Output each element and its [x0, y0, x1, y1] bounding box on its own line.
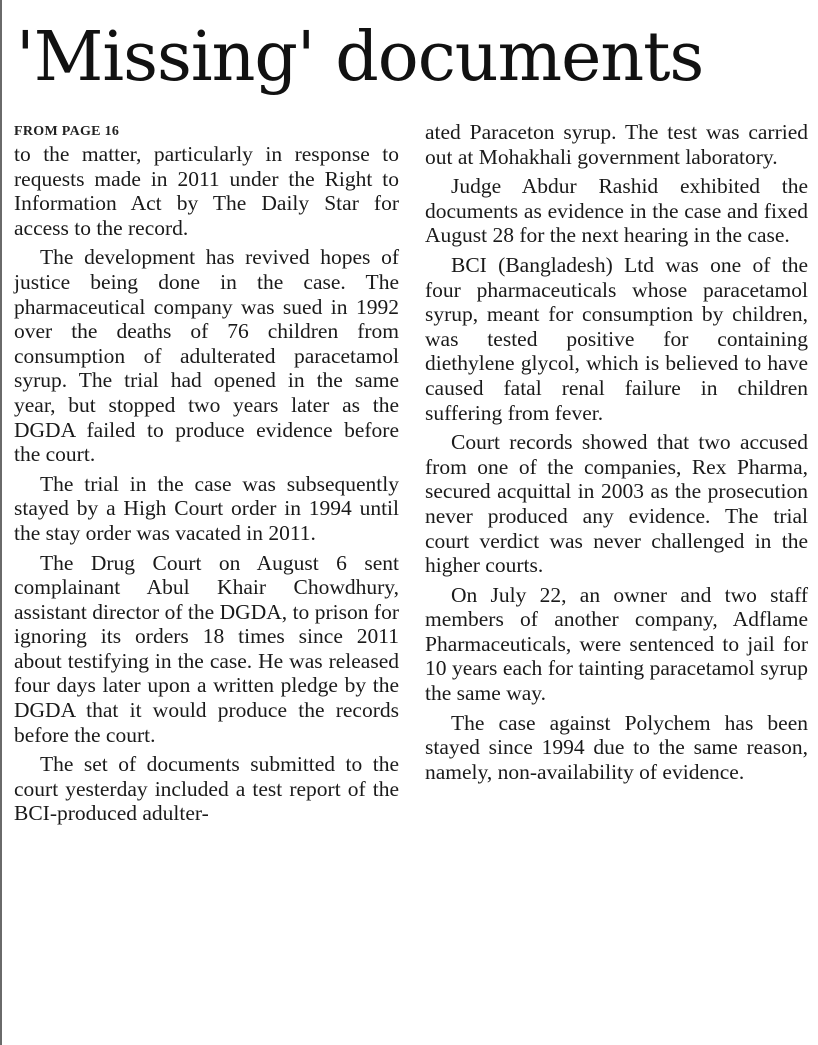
paragraph: On July 22, an owner and two staff members of another company, Adflame Pharmaceuticals, were sentenced to jail for 10 years each for tainting paracetamol syrup the same way.: [425, 582, 808, 706]
paragraph: The set of documents submitted to the court yesterday included a test report of the BCI-produced adulter-: [14, 752, 399, 826]
left-column: [14, 120, 399, 831]
headline: 'Missing' documents: [16, 18, 704, 97]
paragraph: Judge Abdur Rashid exhibited the documents as evidence in the case and fixed August 28 for the next hearing in the case.: [425, 174, 808, 248]
paragraph: The development has revived hopes of justice being done in the case. The pharmaceutical company was sued in 1992 over the deaths of 76 children from consumption of adulterated paracetamol syrup. The trial had opened in the same year, but stopped two years later as the DGDA failed to produce evidence before the court.: [14, 245, 399, 467]
continuation-kicker: FROM PAGE 16: [14, 124, 120, 139]
paragraph: ated Paraceton syrup. The test was carried out at Mohakhali government laboratory.: [425, 120, 808, 169]
paragraph: to the matter, particularly in response to requests made in 2011 under the Right to Information Act by The Daily Star for access to the record.: [14, 142, 399, 240]
paragraph: BCI (Bangladesh) Ltd was one of the four pharmaceuticals whose paracetamol syrup, meant for consumption by children, was tested positive for containing diethylene glycol, which is believed to have caused fatal renal failure in children suffering from fever.: [425, 252, 808, 425]
paragraph: The case against Polychem has been stayed since 1994 due to the same reason, namely, non-availability of evidence.: [425, 710, 808, 784]
paragraph: Court records showed that two accused from one of the companies, Rex Pharma, secured acquittal in 2003 as the prosecution never produced any evidence. The trial court verdict was never challenged in the higher courts.: [425, 430, 808, 578]
right-column: [425, 120, 808, 789]
paragraph: The trial in the case was subsequently stayed by a High Court order in 1994 until the stay order was vacated in 2011.: [14, 471, 399, 545]
paragraph: The Drug Court on August 6 sent complainant Abul Khair Chowdhury, assistant director of the DGDA, to prison for ignoring its orders 18 times since 2011 about testifying in the case. He was released four days later upon a written pledge by the DGDA that it would produce the records before the court.: [14, 550, 399, 747]
